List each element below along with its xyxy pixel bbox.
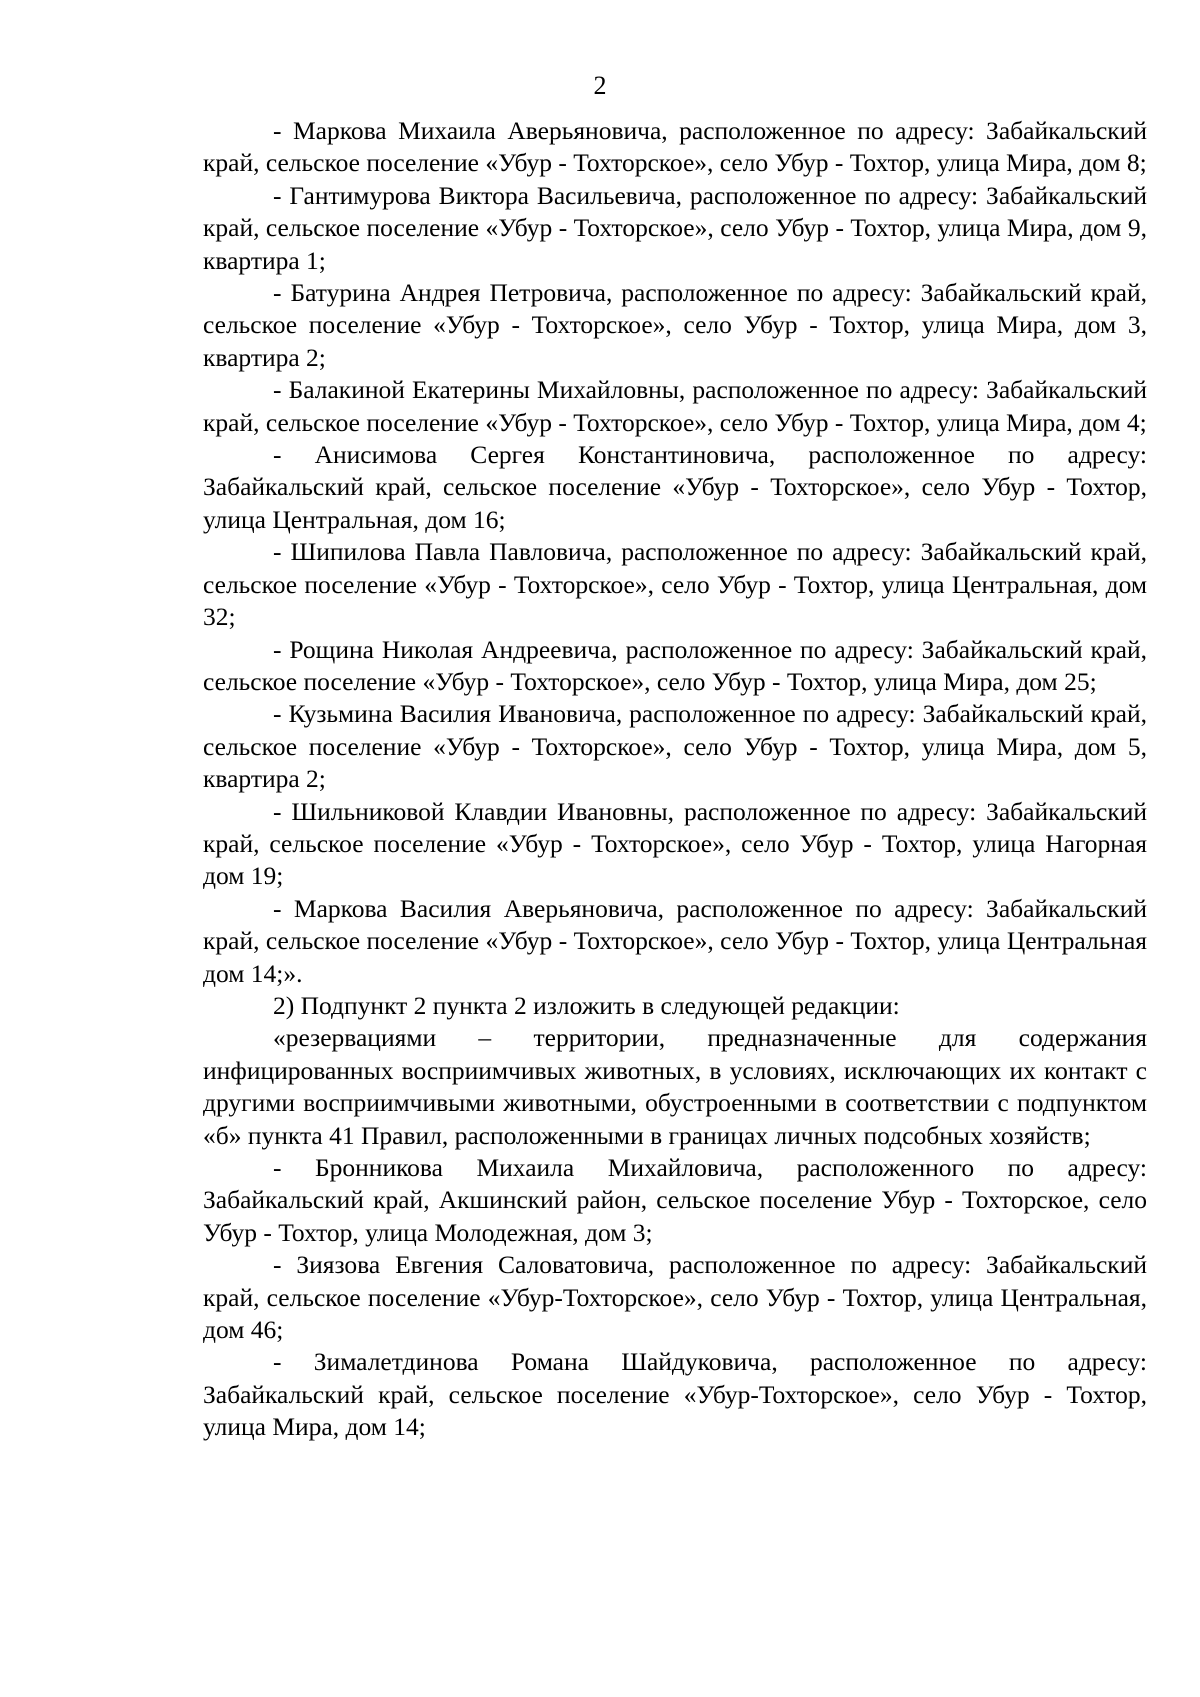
paragraph-subitem-2: 2) Подпункт 2 пункта 2 изложить в следующей редакции: bbox=[273, 990, 900, 1020]
paragraph-owner-zimaletdinov: - Зималетдинова Романа Шайдуковича, расположенное по адресу: Забайкальский край, сельское поселение «Убур-Тохторское», село Убур - Тохтор, улица Мира, дом 14; bbox=[203, 1347, 1147, 1442]
paragraph-owner-bronnikov: - Бронникова Михаила Михайловича, расположенного по адресу: Забайкальский край, Акшинский район, сельское поселение Убур - Тохторское, село Убур - Тохтор, улица Молодежная, дом 3; bbox=[203, 1153, 1147, 1247]
paragraph-owner-ziyazov: - Зиязова Евгения Саловатовича, расположенное по адресу: Забайкальский край, сельское поселение «Убур-Тохторское», село Убур - Тохтор, улица Центральная, дом 46; bbox=[203, 1250, 1147, 1345]
page-number: 2 bbox=[593, 71, 607, 100]
document-body bbox=[203, 115, 1147, 1444]
paragraph-owner-markov-vasily: - Маркова Василия Аверьяновича, расположенное по адресу: Забайкальский край, сельское поселение «Убур - Тохторское», село Убур - Тохтор, улица Центральная дом 14;». bbox=[203, 893, 1147, 988]
paragraph-owner-markov-mikhail: - Маркова Михаила Аверьяновича, расположенное по адресу: Забайкальский край, сельское поселение «Убур - Тохторское», село Убур - Тохтор, улица Мира, дом 8; bbox=[203, 116, 1147, 178]
paragraph-owner-anisimov: - Анисимова Сергея Константиновича, расположенное по адресу: Забайкальский край, сельское поселение «Убур - Тохторское», село Убур - Тохтор, улица Центральная, дом 16; bbox=[203, 440, 1147, 534]
paragraph-owner-gantimurov: - Гантимурова Виктора Васильевича, расположенное по адресу: Забайкальский край, сельское поселение «Убур - Тохторское», село Убур - Тохтор, улица Мира, дом 9, квартира 1; bbox=[203, 180, 1147, 275]
paragraph-owner-balakina: - Балакиной Екатерины Михайловны, расположенное по адресу: Забайкальский край, сельское поселение «Убур - Тохторское», село Убур - Тохтор, улица Мира, дом 4; bbox=[203, 375, 1147, 437]
paragraph-owner-shilnikova: - Шильниковой Клавдии Ивановны, расположенное по адресу: Забайкальский край, сельское поселение «Убур - Тохторское», село Убур - Тохтор, улица Нагорная дом 19; bbox=[203, 796, 1147, 891]
paragraph-owner-baturin: - Батурина Андрея Петровича, расположенное по адресу: Забайкальский край, сельское поселение «Убур - Тохторское», село Убур - Тохтор, улица Мира, дом 3, квартира 2; bbox=[203, 278, 1147, 372]
paragraph-reservations-definition: «резервациями – территории, предназначенные для содержания инфицированных восприимчивых животных, в условиях, исключающих их контакт с другими восприимчивыми животными, обустроенными в соответствии с подпунктом «б» пункта 41 Правил, расположенными в границах личных подсобных хозяйств; bbox=[203, 1023, 1147, 1150]
paragraph-owner-kuzmin: - Кузьмина Василия Ивановича, расположенное по адресу: Забайкальский край, сельское поселение «Убур - Тохторское», село Убур - Тохтор, улица Мира, дом 5, квартира 2; bbox=[203, 699, 1147, 794]
paragraph-owner-shipilov: - Шипилова Павла Павловича, расположенное по адресу: Забайкальский край, сельское поселение «Убур - Тохторское», село Убур - Тохтор, улица Центральная, дом 32; bbox=[203, 537, 1147, 632]
paragraph-owner-roshchin: - Рощина Николая Андреевича, расположенное по адресу: Забайкальский край, сельское поселение «Убур - Тохторское», село Убур - Тохтор, улица Мира, дом 25; bbox=[203, 634, 1147, 696]
